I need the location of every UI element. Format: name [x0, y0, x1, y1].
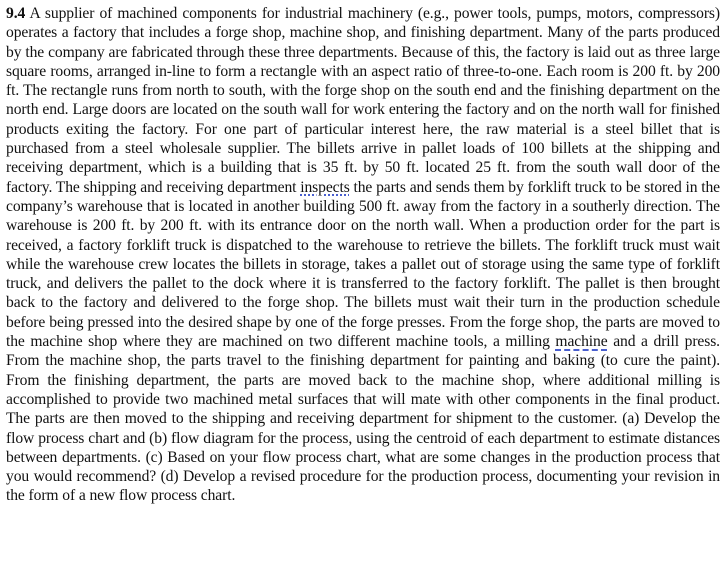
problem-text-part-3: and a drill press. From the machine shop, the parts travel to the finishing department for painting and baking (to cure the paint). From the finishing department, the parts are moved back to the machine shop, where additional milling is accomplished to provide two machined metal surfaces that will mate with other components in the final product. The parts are then moved to the shipping and receiving department for shipment to the customer. (a) Develop the flow process chart and (b) flow diagram for the process, using the centroid of each department to estimate distances between departments. (c) Based on your flow process chart, what are some changes in the production process that you would recommend? (d) Develop a revised procedure for the production process, documenting your revision in the form of a new flow process chart.	[6, 333, 720, 505]
problem-paragraph	[6, 4, 720, 506]
problem-text-part-1: A supplier of machined components for industrial machinery (e.g., power tools, pumps, motors, compressors) operates a factory that includes a forge shop, machine shop, and finishing department. Many of the parts produced by the company are fabricated through these three departments. Because of this, the factory is laid out as three large square rooms, arranged in-line to form a rectangle with an aspect ratio of three-to-one. Each room is 200 ft. by 200 ft. The rectangle runs from north to south, with the forge shop on the south end and the finishing department on the north end. Large doors are located on the south wall for work entering the factory and on the north wall for finished products exiting the factory. For one part of particular interest here, the raw material is a steel billet that is purchased from a steel wholesale supplier. The billets arrive in pallet loads of 100 billets at the shipping and receiving department, which is a building that is 35 ft. by 50 ft. located 25 ft. from the south wall door of the factory. The shipping and receiving department	[6, 5, 720, 196]
flagged-word-machine[interactable]: machine	[555, 333, 608, 351]
problem-text-part-2: the parts and sends them by forklift truck to be stored in the company’s warehouse that is located in another building 500 ft. away from the factory in a southerly direction. The warehouse is 200 ft. by 200 ft. with its entrance door on the north wall. When a production order for the part is received, a factory forklift truck is dispatched to the warehouse to retrieve the billets. The forklift truck must wait while the warehouse crew locates the billets in storage, takes a pallet out of storage using the same type of forklift truck, and delivers the pallet to the dock where it is transferred to the factory forklift. The pallet is then brought back to the factory and delivered to the forge shop. The billets must wait their turn in the production schedule before being pressed into the desired shape by one of the forge presses. From the forge shop, the parts are moved to the machine shop where they are machined on two different machine tools, a milling	[6, 178, 720, 351]
flagged-word-inspects[interactable]: inspects	[300, 178, 350, 196]
problem-number: 9.4	[6, 5, 26, 22]
